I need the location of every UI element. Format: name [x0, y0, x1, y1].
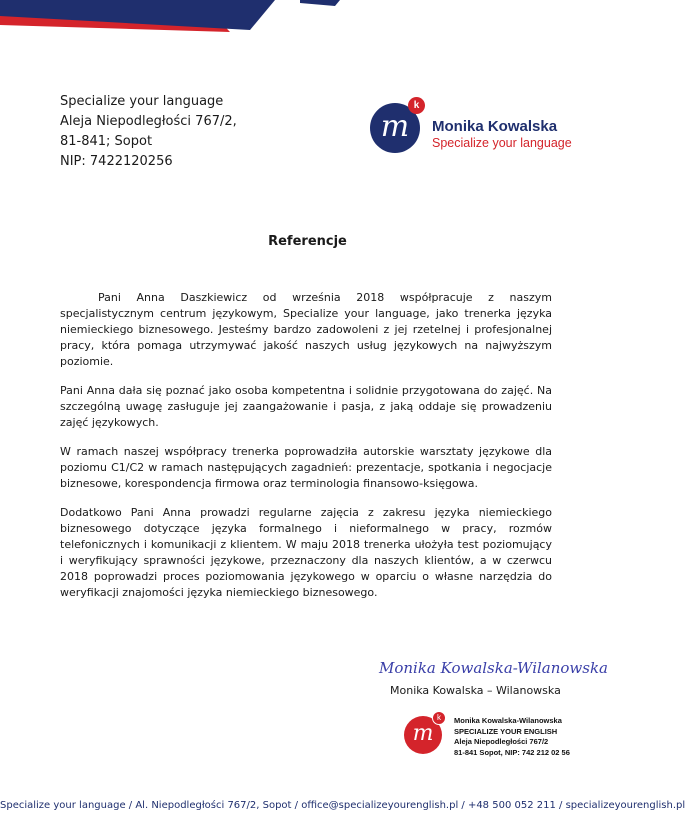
stamp-text — [454, 716, 570, 758]
paragraph: Pani Anna dała się poznać jako osoba kompetentna i solidnie przygotowana do zajęć. Na szczególną uwagę zasługuje jej zaangażowanie i pasja, z jaką oddaje się prowadzeniu zajęć językowych. — [60, 384, 552, 429]
sender-street: Aleja Niepodległości 767/2, — [60, 114, 237, 129]
stamp-line: SPECIALIZE YOUR ENGLISH — [454, 726, 558, 736]
company-logo — [370, 97, 600, 157]
stamp-superscript: k — [432, 711, 446, 725]
stamp-line: 81-841 Sopot, NIP: 742 212 02 56 — [454, 747, 570, 757]
stamp-initial: m — [412, 721, 434, 746]
document-title: Referencje — [268, 234, 347, 249]
sender-nip: NIP: 7422120256 — [60, 154, 173, 169]
sender-address — [60, 92, 237, 172]
logo-tagline: Specialize your language — [432, 136, 572, 150]
paragraph: Dodatkowo Pani Anna prowadzi regularne zajęcia z zakresu języka niemieckiego biznesowego dotyczące języka formalnego i nieformalnego w pracy, rozmów telefonicznych i komunikacji z klientem. W maju 2018 trenerka ułożyła test poziomujący i weryfikujący sprawności językowe, przeznaczony dla naszych klientów, a w czerwcu 2018 poprowadzi proces poziomowania językowego w oparciu o własne narzędzia do weryfikacji znajomości języka niemieckiego biznesowego. — [60, 506, 552, 599]
company-stamp — [404, 706, 604, 766]
sender-company: Specialize your language — [60, 94, 224, 109]
paragraph: W ramach naszej współpracy trenerka poprowadziła autorskie warsztaty językowe dla poziomu C1/C2 w ramach następujących zagadnień: prezentacje, spotkania i negocjacje biznesowe, korespondencja firmowa oraz terminologia finansowo-księgowa. — [60, 445, 552, 490]
logo-initial: m — [380, 109, 410, 144]
header-decoration — [0, 0, 615, 40]
sender-city: 81-841; Sopot — [60, 134, 153, 149]
letter-body — [60, 290, 552, 614]
handwritten-signature — [375, 655, 608, 681]
signatory-name: Monika Kowalska – Wilanowska — [390, 684, 561, 697]
footer-contact: Specialize your language / Al. Niepodległości 767/2, Sopot / office@specializeyourenglish.pl / +48 500 052 211 / specializeyourenglish.pl — [0, 800, 685, 811]
logo-name: Monika Kowalska — [432, 118, 558, 135]
signature-scribble: Monika Kowalska-Wilanowska — [379, 659, 608, 677]
logo-superscript: k — [408, 97, 425, 114]
stamp-line: Aleja Niepodległości 767/2 — [454, 737, 549, 746]
paragraph: Pani Anna Daszkiewicz od września 2018 współpracuje z naszym specjalistycznym centrum językowym, Specialize your language, jako trenerka języka niemieckiego biznesowego. Jesteśmy bardzo zadowoleni z jej rzetelnej i profesjonalnej pracy, która pomaga utrzymywać jakość naszych usług językowych na najwyższym poziomie. — [60, 291, 552, 368]
stamp-line: Monika Kowalska-Wilanowska — [454, 716, 562, 725]
